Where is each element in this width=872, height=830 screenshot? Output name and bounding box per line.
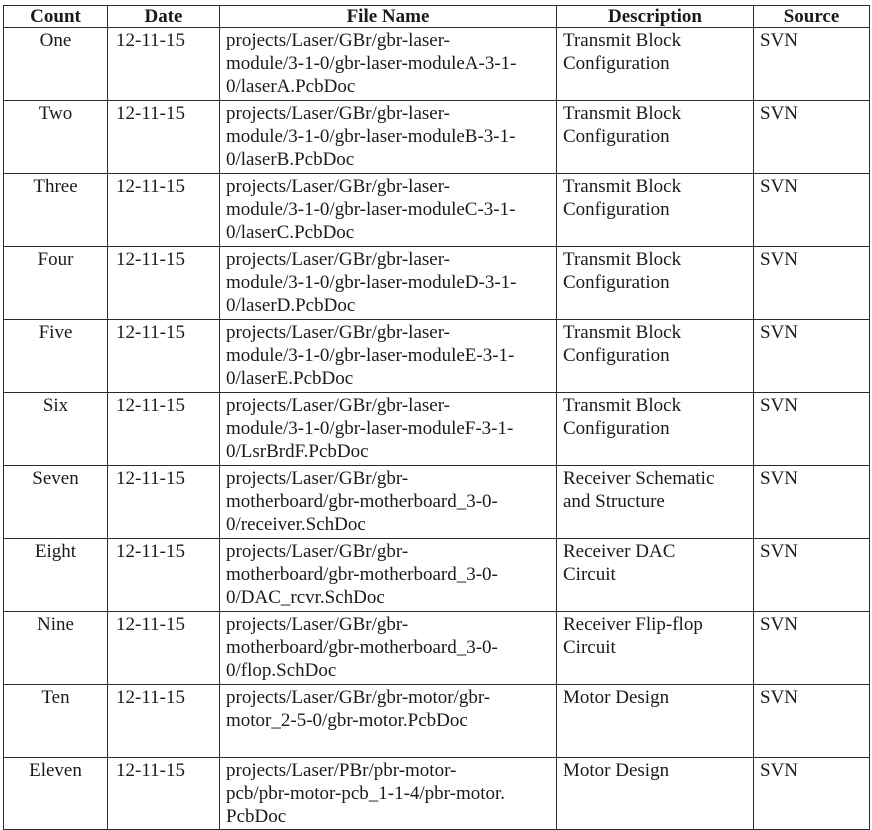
- cell-source: SVN: [754, 393, 870, 466]
- cell-file-name: projects/Laser/GBr/gbr- motherboard/gbr-motherboard_3-0- 0/flop.SchDoc: [220, 612, 557, 685]
- table-row: [4, 247, 870, 320]
- header-source: Source: [754, 6, 870, 28]
- cell-count: Seven: [4, 466, 108, 539]
- cell-description: Transmit Block Configuration: [557, 28, 754, 101]
- table-row: [4, 101, 870, 174]
- header-date: Date: [108, 6, 220, 28]
- cell-count: Two: [4, 101, 108, 174]
- cell-source: SVN: [754, 320, 870, 393]
- cell-description: Transmit Block Configuration: [557, 393, 754, 466]
- cell-count: Eight: [4, 539, 108, 612]
- header-count: Count: [4, 6, 108, 28]
- cell-source: SVN: [754, 466, 870, 539]
- cell-date: 12-11-15: [108, 539, 220, 612]
- cell-date: 12-11-15: [108, 393, 220, 466]
- cell-file-name: projects/Laser/GBr/gbr-laser- module/3-1-0/gbr-laser-moduleE-3-1- 0/laserE.PcbDoc: [220, 320, 557, 393]
- table-row: [4, 539, 870, 612]
- cell-file-name: projects/Laser/GBr/gbr-laser- module/3-1-0/gbr-laser-moduleB-3-1- 0/laserB.PcbDoc: [220, 101, 557, 174]
- cell-count: Six: [4, 393, 108, 466]
- cell-description: Transmit Block Configuration: [557, 247, 754, 320]
- cell-date: 12-11-15: [108, 28, 220, 101]
- cell-description: Transmit Block Configuration: [557, 320, 754, 393]
- cell-date: 12-11-15: [108, 758, 220, 830]
- header-file-name: File Name: [220, 6, 557, 28]
- cell-description: Motor Design: [557, 685, 754, 758]
- cell-date: 12-11-15: [108, 101, 220, 174]
- cell-count: Eleven: [4, 758, 108, 830]
- cell-date: 12-11-15: [108, 466, 220, 539]
- cell-description: Transmit Block Configuration: [557, 101, 754, 174]
- cell-source: SVN: [754, 101, 870, 174]
- cell-description: Motor Design: [557, 758, 754, 830]
- table-row: [4, 612, 870, 685]
- cell-file-name: projects/Laser/GBr/gbr-laser- module/3-1-0/gbr-laser-moduleD-3-1- 0/laserD.PcbDoc: [220, 247, 557, 320]
- table-row: [4, 685, 870, 758]
- cell-source: SVN: [754, 174, 870, 247]
- cell-source: SVN: [754, 685, 870, 758]
- cell-date: 12-11-15: [108, 685, 220, 758]
- cell-date: 12-11-15: [108, 320, 220, 393]
- cell-description: Transmit Block Configuration: [557, 174, 754, 247]
- table-row: [4, 28, 870, 101]
- cell-count: Three: [4, 174, 108, 247]
- table-row: [4, 466, 870, 539]
- cell-count: One: [4, 28, 108, 101]
- cell-description: Receiver Flip-flop Circuit: [557, 612, 754, 685]
- cell-file-name: projects/Laser/GBr/gbr-laser- module/3-1-0/gbr-laser-moduleA-3-1- 0/laserA.PcbDoc: [220, 28, 557, 101]
- cell-source: SVN: [754, 247, 870, 320]
- cell-source: SVN: [754, 612, 870, 685]
- header-row: [4, 6, 870, 28]
- table-row: [4, 320, 870, 393]
- header-description: Description: [557, 6, 754, 28]
- table-row: [4, 393, 870, 466]
- cell-file-name: projects/Laser/GBr/gbr- motherboard/gbr-motherboard_3-0- 0/DAC_rcvr.SchDoc: [220, 539, 557, 612]
- cell-count: Nine: [4, 612, 108, 685]
- cell-date: 12-11-15: [108, 247, 220, 320]
- cell-date: 12-11-15: [108, 612, 220, 685]
- cell-date: 12-11-15: [108, 174, 220, 247]
- cell-count: Ten: [4, 685, 108, 758]
- cell-source: SVN: [754, 539, 870, 612]
- cell-count: Four: [4, 247, 108, 320]
- cell-count: Five: [4, 320, 108, 393]
- table-row: [4, 758, 870, 830]
- cell-source: SVN: [754, 28, 870, 101]
- cell-description: Receiver Schematic and Structure: [557, 466, 754, 539]
- cell-file-name: projects/Laser/GBr/gbr-motor/gbr- motor_2-5-0/gbr-motor.PcbDoc: [220, 685, 557, 758]
- cell-description: Receiver DAC Circuit: [557, 539, 754, 612]
- file-table: [3, 5, 870, 830]
- cell-file-name: projects/Laser/GBr/gbr- motherboard/gbr-motherboard_3-0- 0/receiver.SchDoc: [220, 466, 557, 539]
- cell-source: SVN: [754, 758, 870, 830]
- table-row: [4, 174, 870, 247]
- cell-file-name: projects/Laser/GBr/gbr-laser- module/3-1-0/gbr-laser-moduleC-3-1- 0/laserC.PcbDoc: [220, 174, 557, 247]
- cell-file-name: projects/Laser/GBr/gbr-laser- module/3-1-0/gbr-laser-moduleF-3-1- 0/LsrBrdF.PcbDoc: [220, 393, 557, 466]
- cell-file-name: projects/Laser/PBr/pbr-motor- pcb/pbr-motor-pcb_1-1-4/pbr-motor. PcbDoc: [220, 758, 557, 830]
